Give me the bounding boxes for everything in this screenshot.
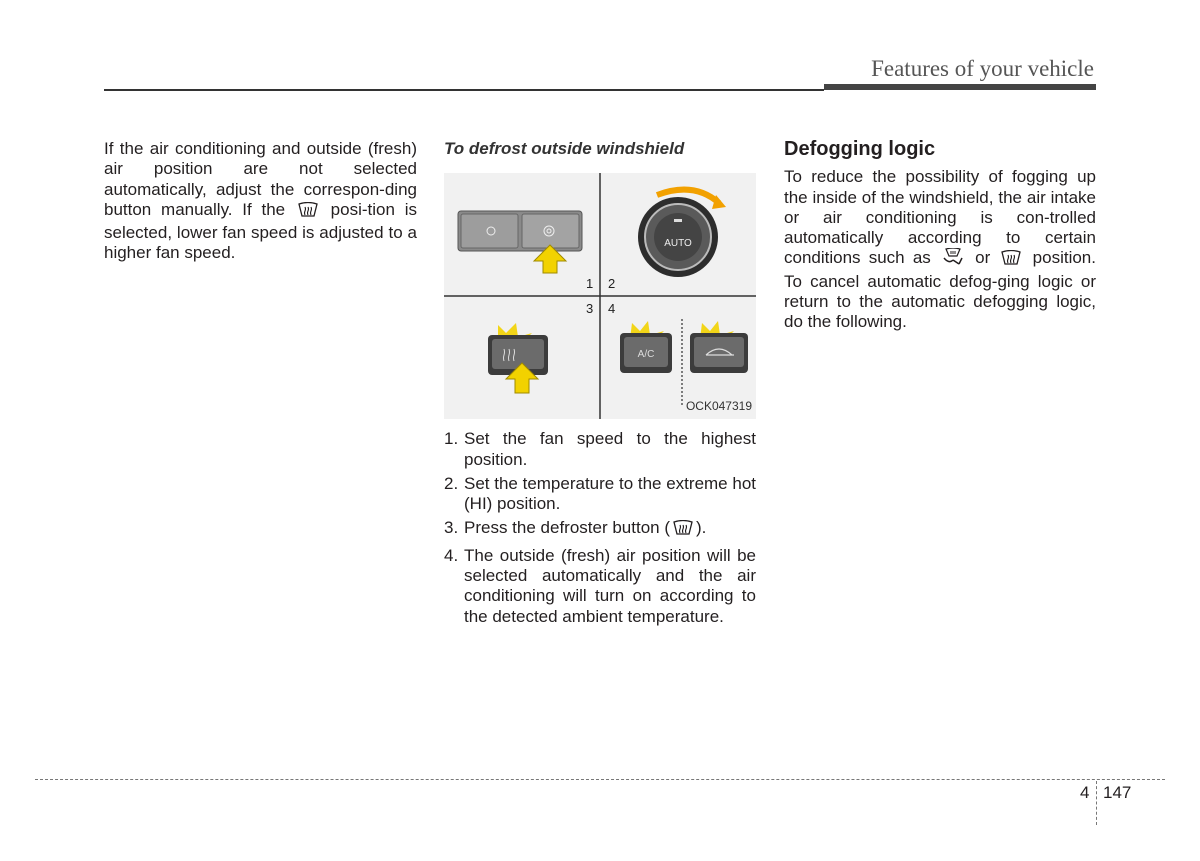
list-item [444,429,756,470]
right-paragraph-or: or [975,248,991,268]
right-paragraph-text-1: To reduce the possibility of fogging up the inside of the windshield, the air intake or air conditioning is con-trolled automatically according to certain conditions such as [784,167,1096,268]
footer-rule [35,779,1165,780]
step-number: 3. [444,518,459,538]
list-item [444,546,756,627]
section-heading: Defogging logic [784,138,936,160]
step-text: Set the temperature to the extreme hot (HI) position. [464,473,756,514]
left-column [104,139,417,264]
step-text: The outside (fresh) air position will be selected automatically and the air conditioning will turn on according to the detected ambient temperature. [464,545,756,626]
right-paragraph-text-2: position. To cancel automatic defog-ging logic or return to the automatic defogging logic, do the following. [784,248,1096,332]
step-text: Set the fan speed to the highest position. [464,429,756,469]
header-rule [104,89,824,91]
steps-list [444,429,756,627]
quadrant-2-label: 2 [608,276,616,292]
step-text [464,518,756,541]
auto-knob [638,190,726,277]
step-text-before: Press the defroster button ( [464,518,670,538]
defrost-button [488,323,548,393]
figure-label: OCK047319 [685,399,752,413]
list-item [444,474,756,515]
quadrant-1-label: 1 [586,276,594,292]
step-text-after: ). [696,518,707,538]
subsection-heading: To defrost outside windshield [444,139,685,158]
footer-divider [1096,781,1097,825]
left-paragraph-text-2: posi-tion is selected, lower fan speed is adjusted to a higher fan speed. [104,199,417,263]
step-number: 1. [444,429,459,449]
left-paragraph [104,139,417,264]
quadrant-4-label: 4 [608,301,616,317]
right-column [784,139,1096,333]
front-defrost-icon [297,202,319,223]
climate-control-figure [444,173,756,419]
page-number: 147 [1103,783,1132,802]
front-defrost-icon [1000,250,1022,271]
defrost-floor-icon [941,248,965,271]
right-paragraph [784,167,1096,332]
header-rule-accent [824,84,1096,90]
middle-column [444,139,756,631]
ac-label: A/C [637,349,655,361]
ac-recirc-buttons [620,319,748,405]
step-number: 4. [444,545,459,565]
chapter-number: 4 [1080,783,1090,802]
front-defrost-icon [672,520,694,541]
fan-buttons-panel [458,211,582,273]
left-paragraph-text-1: If the air conditioning and outside (fresh) air position are not selected automatically, adjust the correspon-ding button manually. If the [104,139,417,219]
knob-label: AUTO [664,238,692,250]
quadrant-3-label: 3 [586,301,594,317]
header-title: Features of your vehicle [871,56,1094,81]
list-item [444,518,756,541]
step-number: 2. [444,473,459,493]
